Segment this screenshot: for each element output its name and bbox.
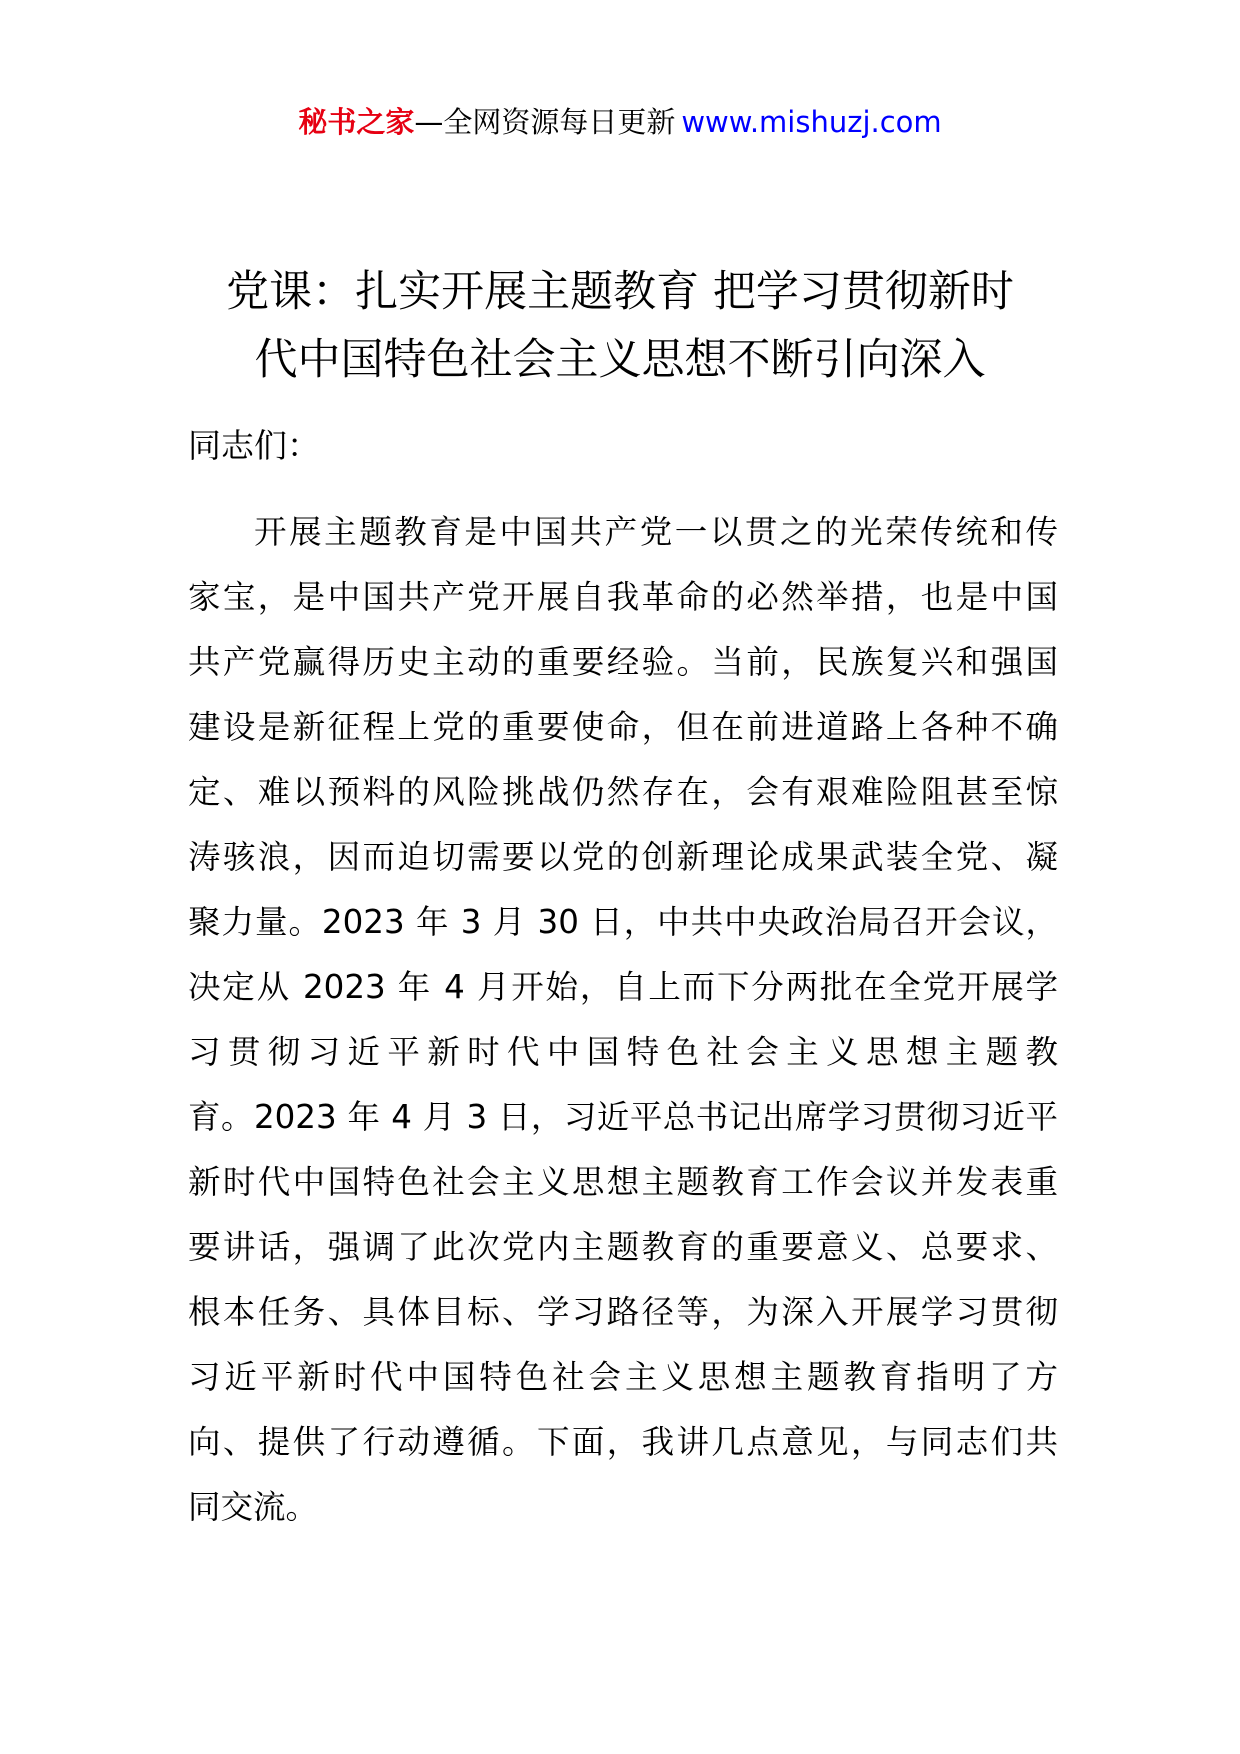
body-line: 要讲话，强调了此次党内主题教育的重要意义、总要求、 xyxy=(188,1228,1058,1266)
body-line: 家宝，是中国共产党开展自我革命的必然举措，也是中国 xyxy=(188,578,1058,616)
page-header xyxy=(0,102,1240,142)
body-line: 定、难以预料的风险挑战仍然存在，会有艰难险阻甚至惊 xyxy=(188,773,1058,811)
body-line: 建设是新征程上党的重要使命，但在前进道路上各种不确 xyxy=(188,708,1058,746)
body-line: 育。2023 年 4 月 3 日，习近平总书记出席学习贯彻习近平 xyxy=(188,1098,1058,1136)
body-line: 习贯彻习近平新时代中国特色社会主义思想主题教 xyxy=(188,1033,1058,1071)
body-paragraph xyxy=(188,500,1058,1540)
body-line: 涛骇浪，因而迫切需要以党的创新理论成果武装全党、凝 xyxy=(188,838,1058,876)
body-line: 共产党赢得历史主动的重要经验。当前，民族复兴和强国 xyxy=(188,643,1058,681)
header-slogan: —全网资源每日更新 xyxy=(414,105,676,139)
body-line: 开展主题教育是中国共产党一以贯之的光荣传统和传 xyxy=(254,513,1058,551)
website-link[interactable]: www.mishuzj.com xyxy=(681,105,942,139)
body-line: 向、提供了行动遵循。下面，我讲几点意见，与同志们共 xyxy=(188,1423,1058,1461)
body-line: 同交流。 xyxy=(188,1488,319,1526)
body-line: 根本任务、具体目标、学习路径等，为深入开展学习贯彻 xyxy=(188,1293,1058,1331)
body-line: 决定从 2023 年 4 月开始，自上而下分两批在全党开展学 xyxy=(188,968,1058,1006)
title-line: 党课：扎实开展主题教育 把学习贯彻新时 xyxy=(226,267,1014,317)
brand-name: 秘书之家 xyxy=(298,105,415,139)
document-title xyxy=(150,258,1090,394)
body-line: 习近平新时代中国特色社会主义思想主题教育指明了方 xyxy=(188,1358,1058,1396)
salutation: 同志们： xyxy=(188,426,320,465)
body-line: 聚力量。2023 年 3 月 30 日，中共中央政治局召开会议， xyxy=(188,903,1058,941)
title-line: 代中国特色社会主义思想不断引向深入 xyxy=(254,335,986,385)
body-line: 新时代中国特色社会主义思想主题教育工作会议并发表重 xyxy=(188,1163,1058,1201)
